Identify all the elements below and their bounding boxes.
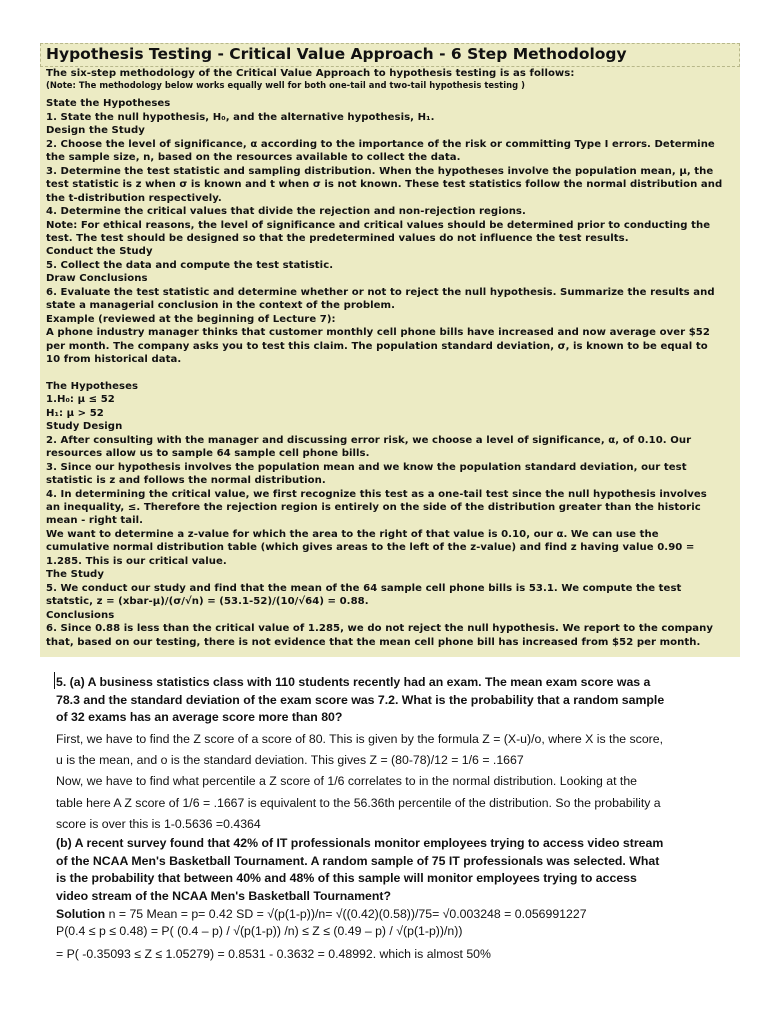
solution-line-2: P(0.4 ≤ p ≤ 0.48) = P( (0.4 – p) / √(p(1-p)) /n) ≤ Z ≤ (0.49 – p) / √(p(1-p))/n)) (56, 923, 463, 938)
answer-line: u is the mean, and o is the standard deviation. This gives Z = (80-78)/12 = 1/6 = .1667 (56, 753, 524, 768)
methodology-line: that, based on our testing, there is not evidence that the mean cell phone bill has increased from $52 per month. (46, 636, 701, 648)
methodology-line: 6. Evaluate the test statistic and determine whether or not to reject the null hypothesis. Summarize the results and (46, 286, 715, 298)
methodology-line: the sample size, n, based on the resources available to collect the data. (46, 152, 461, 164)
question-line: 78.3 and the standard deviation of the exam score was 7.2. What is the probability that a random sample (56, 692, 665, 707)
methodology-line: The Study (46, 569, 104, 581)
question-line: video stream of the NCAA Men's Basketball Tournament? (56, 889, 391, 904)
methodology-line: 10 from historical data. (46, 354, 182, 366)
methodology-line: 2. Choose the level of significance, α according to the importance of the risk or committing Type I errors. Determine (46, 138, 715, 150)
methodology-line (46, 367, 736, 380)
question-5a (56, 674, 686, 727)
answer-line: table here A Z score of 1/6 = .1667 is equivalent to the 56.36th percentile of the distribution. So the probability a (56, 795, 661, 810)
methodology-line: 1.285. This is our critical value. (46, 555, 227, 567)
methodology-line: State the Hypotheses (46, 98, 171, 110)
methodology-line: Design the Study (46, 125, 145, 137)
methodology-line: statistic is z and follows the normal distribution. (46, 475, 326, 487)
methodology-line: statstic, z = (xbar-μ)/(σ/√n) = (53.1-52)/(10/√64) = 0.88. (46, 596, 369, 608)
question-line: 5. (a) A business statistics class with 110 students recently had an exam. The mean exam score was a (56, 675, 651, 689)
intro-text: The six-step methodology of the Critical Value Approach to hypothesis testing is as follows: (46, 68, 575, 79)
methodology-line: 2. After consulting with the manager and discussing error risk, we choose a level of significance, α, of 0.10. Our (46, 434, 692, 446)
solution-line-1 (56, 906, 686, 923)
methodology-line: 3. Since our hypothesis involves the population mean and we know the population standard deviation, our test (46, 461, 687, 473)
methodology-line: Conduct the Study (46, 246, 153, 258)
methodology-line: state a managerial conclusion in the context of the problem. (46, 300, 395, 312)
methodology-line: 6. Since 0.88 is less than the critical value of 1.285, we do not reject the null hypothesis. We report to the company (46, 623, 714, 635)
methodology-line: H₁: μ > 52 (46, 407, 104, 419)
methodology-line: Example (reviewed at the beginning of Lecture 7): (46, 313, 336, 325)
methodology-body (46, 67, 736, 649)
question-line: of 32 exams has an average score more than 80? (56, 710, 343, 725)
methodology-line: Study Design (46, 421, 123, 433)
solution-label: Solution (56, 906, 106, 921)
answer-line: Now, we have to find what percentile a Z score of 1/6 correlates to in the normal distribution. Looking at the (56, 774, 638, 789)
question-line: (b) A recent survey found that 42% of IT professionals monitor employees trying to access video stream (56, 836, 664, 851)
methodology-line: Note: For ethical reasons, the level of significance and critical values should be determined prior to conducting the (46, 219, 711, 231)
methodology-line: 3. Determine the test statistic and sampling distribution. When the hypotheses involve the population mean, μ, the (46, 165, 714, 177)
methodology-line: Conclusions (46, 609, 115, 621)
methodology-line: 5. Collect the data and compute the test statistic. (46, 259, 334, 271)
methodology-line: 5. We conduct our study and find that the mean of the 64 sample cell phone bills is 53.1. We compute the test (46, 582, 682, 594)
methodology-line: The Hypotheses (46, 380, 139, 392)
note-text: (Note: The methodology below works equally well for both one-tail and two-tail hypothesis testing ) (46, 80, 526, 91)
methodology-line: test statistic is z when σ is known and t when σ is not known. These test statistics follow the normal distribution and (46, 179, 723, 191)
text-cursor (54, 672, 55, 689)
question-line: of the NCAA Men's Basketball Tournament. A random sample of 75 IT professionals was selected. What (56, 853, 660, 868)
solution-line-3: = P( -0.35093 ≤ Z ≤ 1.05279) = 0.8531 - 0.3632 = 0.48992. which is almost 50% (56, 946, 491, 961)
question-line: is the probability that between 40% and 48% of this sample will monitor employees trying to access (56, 871, 637, 886)
methodology-line: the t-distribution respectively. (46, 192, 222, 204)
methodology-line: 4. In determining the critical value, we first recognize this test as a one-tail test since the null hypothesis involves (46, 488, 707, 500)
methodology-line: an inequality, ≤. Therefore the rejection region is entirely on the side of the distribution greater than the historic (46, 502, 701, 514)
methodology-line: per month. The company asks you to test this claim. The population standard deviation, σ, is known to be equal to (46, 340, 708, 352)
answer-line: score is over this is 1-0.5636 =0.4364 (56, 816, 261, 831)
methodology-line: We want to determine a z-value for which the area to the right of that value is 0.10, our α. We can use the (46, 528, 659, 540)
problems-section (56, 674, 686, 963)
answer-5a (56, 729, 686, 835)
answer-line: First, we have to find the Z score of a score of 80. This is given by the formula Z = (X-u)/o, where X is the score, (56, 731, 664, 746)
methodology-line: cumulative normal distribution table (which gives areas to the left of the z-value) and find z having value 0.90 = (46, 542, 695, 554)
methodology-line: test. The test should be designed so that the predetermined values do not influence the test results. (46, 232, 629, 244)
page-title: Hypothesis Testing - Critical Value Approach - 6 Step Methodology (46, 45, 627, 63)
methodology-line: 1.H₀: μ ≤ 52 (46, 394, 115, 406)
question-5b (56, 835, 686, 905)
methodology-line: 1. State the null hypothesis, H₀, and the alternative hypothesis, H₁. (46, 111, 435, 123)
methodology-line: Draw Conclusions (46, 273, 148, 285)
methodology-line: resources allow us to sample 64 sample cell phone bills. (46, 448, 370, 460)
methodology-line: mean - right tail. (46, 515, 144, 527)
solution-text: n = 75 Mean = p= 0.42 SD = √(p(1-p))/n= √((0.42)(0.58))/75= √0.003248 = 0.056991227 (105, 906, 587, 921)
methodology-lines (46, 97, 736, 649)
solution-5b (56, 906, 686, 963)
methodology-line: A phone industry manager thinks that customer monthly cell phone bills have increased and now average over $52 (46, 327, 710, 339)
methodology-line: 4. Determine the critical values that divide the rejection and non-rejection regions. (46, 206, 526, 218)
